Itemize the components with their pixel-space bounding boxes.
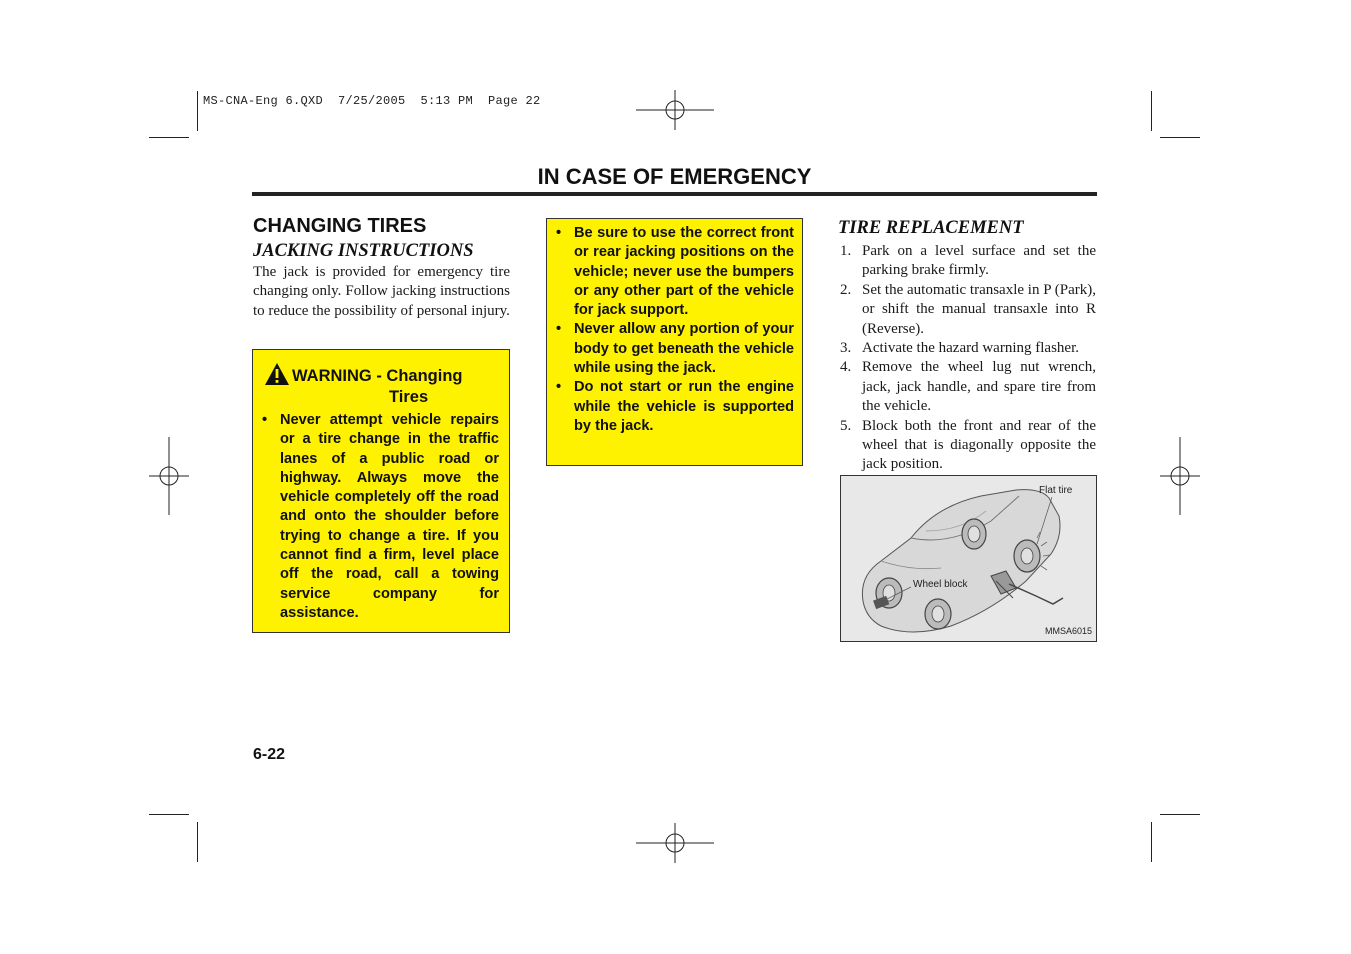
warning-heading [265,366,495,408]
column-tire-replacement [838,216,1096,475]
registration-mark-top [636,90,714,130]
label-flat-tire: Flat tire [1039,485,1073,496]
caution-list [556,224,794,436]
column-changing-tires [253,213,510,321]
step-number: 1. [840,243,852,259]
warning-item: • Never attempt vehicle repairs or a tire change in the traffic lanes of a public road or highway. Always move the vehicle completely off the road and onto the shoulder before trying to change a tire. If you cannot find a firm, level place off the road, call a towing service company for assistance. [262,411,499,623]
caution-item: • Never allow any portion of your body to get beneath the vehicle while using the jack. [556,320,794,378]
step-text: Block both the front and rear of the wheel that is diagonally opposite the jack position. [862,417,1096,473]
print-slug: MS-CNA-Eng 6.QXD 7/25/2005 5:13 PM Page 22 [203,94,541,108]
step-number: 2. [840,281,852,298]
step-item [838,242,1096,281]
warning-heading-line2: Tires [389,388,429,406]
intro-paragraph: The jack is provided for emergency tire changing only. Follow jacking instructions to reduce the possibility of personal injury. [253,264,510,319]
step-text: Remove the wheel lug nut wrench, jack, jack handle, and spare tire from the vehicle. [862,359,1096,415]
step-number: 3. [840,340,852,357]
car-illustration [841,476,1097,642]
section-title: CHANGING TIRES [253,215,427,237]
tire-replacement-figure [840,475,1097,642]
tire-replacement-steps [838,242,1096,475]
step-number: 4. [840,359,852,376]
registration-mark-right [1160,437,1200,515]
caution-box [546,218,803,466]
section-subtitle: JACKING INSTRUCTIONS [253,241,474,261]
registration-mark-left [149,437,189,515]
step-text: Set the automatic transaxle in P (Park), or shift the manual transaxle into R (Reverse). [862,281,1096,337]
caution-item: • Do not start or run the engine while the vehicle is supported by the jack. [556,378,794,436]
step-text: Activate the hazard warning flasher. [862,340,1079,357]
warning-list [262,411,499,623]
caution-item: • Be sure to use the correct front or rear jacking positions on the vehicle; never use the bumpers or any other part of the vehicle for jack support. [556,224,794,320]
warning-box [252,349,510,633]
page-number: 6-22 [253,746,286,763]
figure-code: MMSA6015 [1044,626,1092,636]
step-item [838,339,1096,358]
registration-mark-bottom [636,823,714,863]
chapter-title: IN CASE OF EMERGENCY [537,164,812,189]
warning-heading-line1: WARNING - Changing [292,367,463,385]
title-rule [252,192,1097,196]
tire-replacement-title: TIRE REPLACEMENT [838,218,1024,238]
step-text: Park on a level surface and set the parking brake firmly. [862,243,1096,279]
step-item [838,358,1096,416]
step-item [838,417,1096,475]
step-item [838,281,1096,339]
label-wheel-block: Wheel block [913,579,968,590]
step-number: 5. [840,417,852,434]
